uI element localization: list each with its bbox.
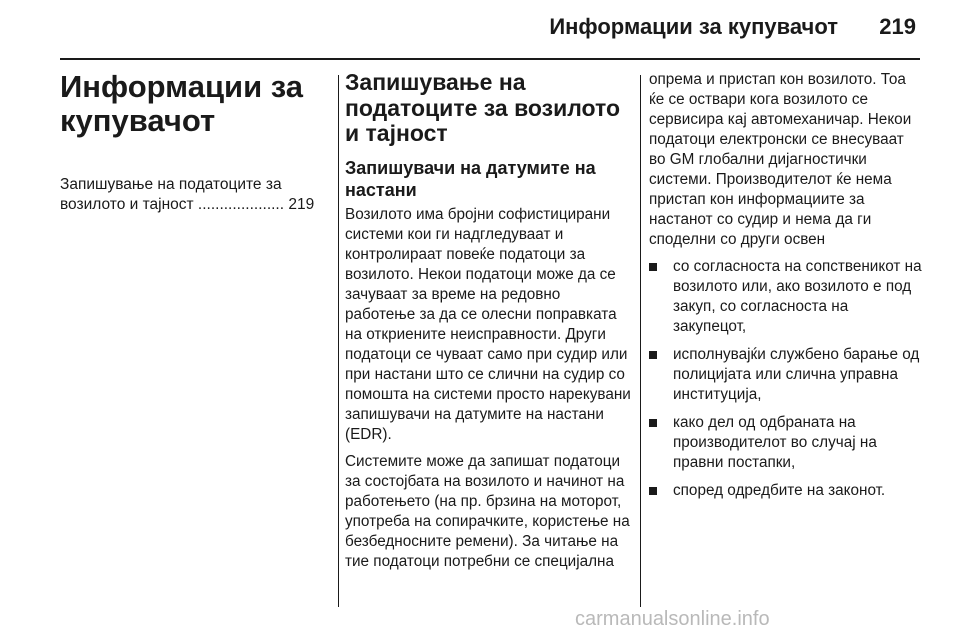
square-bullet-icon xyxy=(649,487,657,495)
body-paragraph: опрема и пристап кон возилото. Тоа ќе се оствари кога возилото се сервисира кај автомеханичар. Некои податоци електронски се внесуваат во GM глобални дијагностички системи. Производителот ќе нема пристап кон информациите за настанот со судир и нема да ги споделни со други освен xyxy=(649,71,912,248)
list-item xyxy=(649,481,923,501)
list-item xyxy=(649,413,923,473)
header-divider xyxy=(60,58,920,60)
square-bullet-icon xyxy=(649,351,657,359)
left-column xyxy=(60,70,330,215)
list-item-text: според одредбите на законот. xyxy=(673,482,886,499)
list-item-text: со согласноста на сопственикот на возилото или, ако возилото е под закуп, со согласноста на закупецот, xyxy=(673,258,922,335)
toc-entry-label: Запишување на податоците за возилото и тајност xyxy=(60,176,282,213)
header-title: Информации за купувачот xyxy=(549,14,838,39)
column-divider-left xyxy=(338,75,339,607)
article-title: Запишување на податоците за возилото и тајност xyxy=(345,69,621,146)
square-bullet-icon xyxy=(649,419,657,427)
square-bullet-icon xyxy=(649,263,657,271)
bullet-list xyxy=(649,257,923,501)
middle-column xyxy=(345,70,633,579)
toc-dots: .................... xyxy=(193,196,289,213)
list-item xyxy=(649,345,923,405)
section-title: Информации за купувачот xyxy=(60,69,303,138)
column-divider-right xyxy=(640,75,641,607)
toc-entry[interactable] xyxy=(60,175,330,215)
list-item-text: исполнувајќи службено барање од полицијата или слична управна институција, xyxy=(673,346,920,403)
page-number: 219 xyxy=(879,14,916,39)
article-subtitle: Запишувачи на датумите на настани xyxy=(345,157,596,200)
right-column xyxy=(649,70,923,509)
body-paragraph: Системите може да запишат податоци за состојбата на возилото и начинот на работењето (на пр. брзина на моторот, употреба на сопирачките, користење на безбедносните ремени). За читање на тие податоци потребни се специјална xyxy=(345,452,630,570)
list-item xyxy=(649,257,923,337)
list-item-text: како дел од одбраната на производителот во случај на правни постапки, xyxy=(673,414,877,471)
toc-page-number: 219 xyxy=(288,196,315,213)
body-paragraph: Возилото има бројни софистицирани системи кои ги надгледуваат и контролираат повеќе податоци за возилото. Некои податоци може да се зачуваат за време на редовно работење за да се олесни поправката на откриените неисправности. Други податоци се чуваат само при судир или при настани што се слични на судир со помошта на системи просто нарекувани запишувачи на датумите на настани (EDR). xyxy=(345,205,631,443)
watermark: carmanualsonline.info xyxy=(575,608,770,630)
